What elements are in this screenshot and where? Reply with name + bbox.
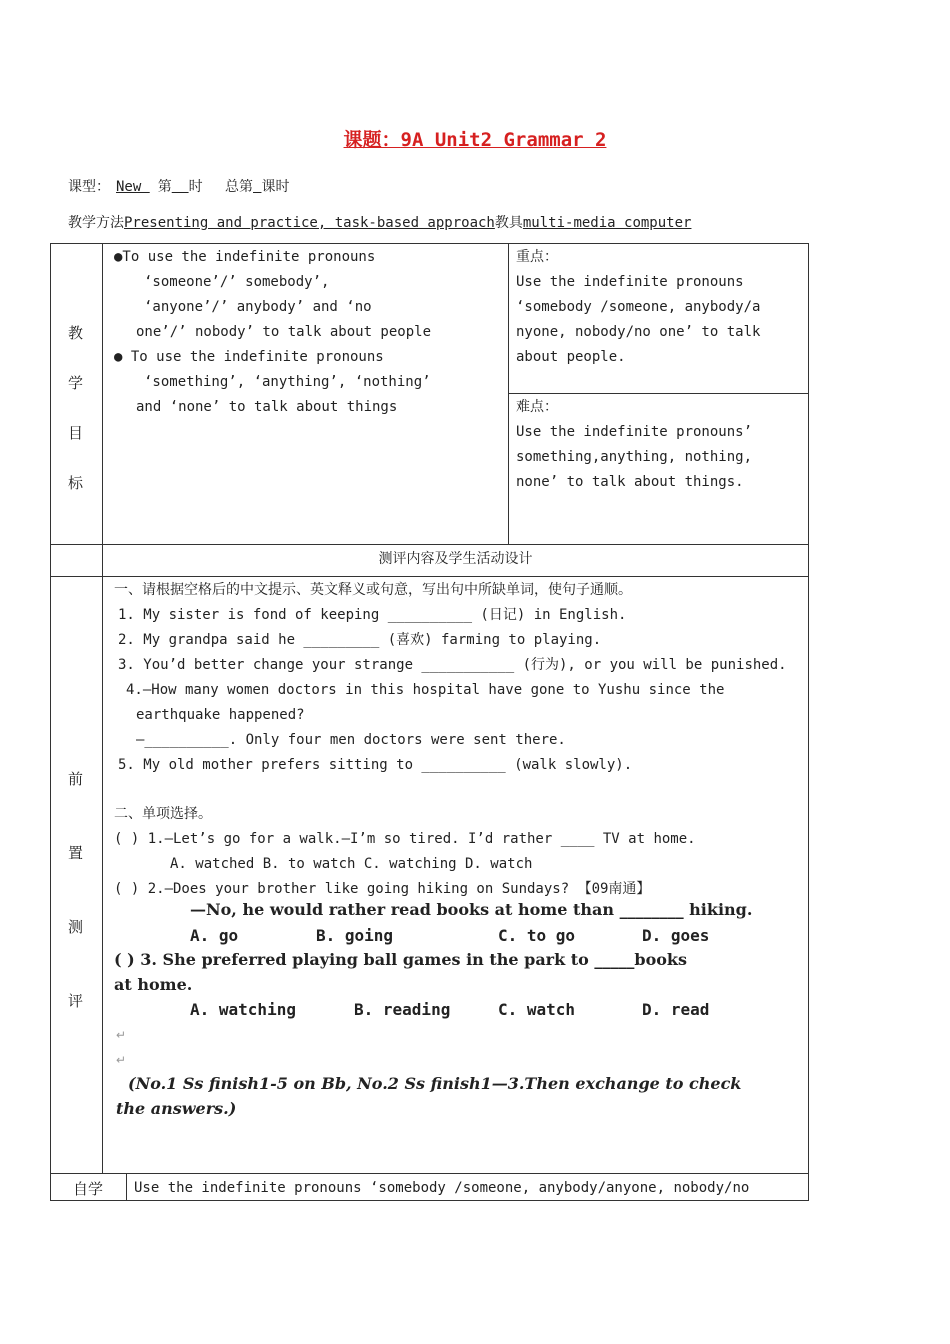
lesson-type-line <box>68 176 289 196</box>
objective-bullet-1: ●To use the indefinite pronouns ‘someone’/’ somebody’, ‘anyone’/’ anybody’ and ‘no one’/’ nobody’ to talk about people <box>114 249 432 340</box>
mc3-option-b: B. reading <box>354 1000 451 1019</box>
mc3-option-d: D. read <box>642 1000 710 1019</box>
part1-title: 一、请根据空格后的中文提示、英文释义或句意，写出句中所缺单词，使句子通顺。 <box>114 582 632 598</box>
objectives-side-label-3: 目 <box>68 424 84 442</box>
self-study-label: 自学 <box>72 1180 103 1198</box>
part2-title: 二、单项选择。 <box>114 806 212 822</box>
mc2-option-a: A. go <box>190 926 239 945</box>
section-header: 测评内容及学生活动设计 <box>378 551 533 567</box>
difficult-points: 难点： Use the indefinite pronouns’ something,anything, nothing, none’ to talk about things. <box>516 395 752 495</box>
preview-side-label-1: 前 <box>68 770 84 788</box>
preview-side-label-3: 测 <box>68 918 84 936</box>
mc-question-2: ( ) 2.—Does your brother like going hiking on Sundays? 【09南通】 <box>114 881 651 897</box>
mc2-option-c: C. to go <box>498 926 576 945</box>
question-5: 5. My old mother prefers sitting to __________ (walk slowly). <box>118 757 633 773</box>
total-suffix: 课时 <box>261 179 290 195</box>
method-label: 教学方法 <box>68 215 124 231</box>
preview-side-label-4: 评 <box>68 992 84 1010</box>
period-suffix: 时 <box>188 179 203 195</box>
mc2-option-d: D. goes <box>642 926 710 945</box>
mc-question-2-line2: —No, he would rather read books at home than ________ hiking. <box>190 900 753 919</box>
preview-side-label-2: 置 <box>68 844 84 862</box>
key-points: 重点： Use the indefinite pronouns ‘somebody /someone, anybody/a nyone, nobody/no one’ to talk about people. <box>516 245 760 370</box>
mc3-option-a: A. watching <box>190 1000 296 1019</box>
method-value: Presenting and practice, task-based approach <box>124 215 495 231</box>
paragraph-return-icon: ↵ <box>116 1028 127 1042</box>
total-label: 总第 <box>225 179 254 195</box>
tools-value: multi-media computer <box>522 215 692 231</box>
objectives-side-label-4: 标 <box>68 474 84 492</box>
objectives-side-label-1: 教 <box>68 324 84 342</box>
question-4c: —__________. Only four men doctors were sent there. <box>136 732 566 748</box>
mc-question-1: ( ) 1.—Let’s go for a walk.—I’m so tired. I’d rather ____ TV at home. <box>114 831 696 847</box>
mc3-option-c: C. watch <box>498 1000 576 1019</box>
type-label: 课型： <box>68 179 110 195</box>
type-value: New <box>116 179 150 195</box>
activity-note-line2: the answers.) <box>116 1099 237 1118</box>
tools-label: 教具 <box>494 215 523 231</box>
question-4a: 4.—How many women doctors in this hospital have gone to Yushu since the <box>126 682 725 698</box>
title-label: 课题： <box>343 129 401 151</box>
question-3: 3. You’d better change your strange ___________ (行为), or you will be punished. <box>118 657 787 673</box>
objective-bullet-2: ● To use the indefinite pronouns ‘something’, ‘anything’, ‘nothing’ and ‘none’ to talk about things <box>114 349 431 415</box>
page-title <box>0 125 950 152</box>
mc2-option-b: B. going <box>316 926 394 945</box>
question-1: 1. My sister is fond of keeping __________ (日记) in English. <box>118 607 627 623</box>
question-4b: earthquake happened? <box>136 707 305 723</box>
title-text: 9A Unit2 Grammar 2 <box>400 129 607 151</box>
mc-question-1-options: A. watched B. to watch C. watching D. watch <box>170 856 533 872</box>
mc-question-3: ( ) 3. She preferred playing ball games in the park to _____books <box>114 950 688 969</box>
objectives-side-label-2: 学 <box>68 374 84 392</box>
self-study-text: Use the indefinite pronouns ‘somebody /someone, anybody/anyone, nobody/no <box>134 1180 750 1196</box>
question-2: 2. My grandpa said he _________ (喜欢) farming to playing. <box>118 632 602 648</box>
period-blank <box>172 179 189 195</box>
mc-question-3-line2: at home. <box>114 975 193 994</box>
key-points-title: 重点： <box>516 249 558 265</box>
method-line <box>68 212 691 232</box>
activity-note-line1: (No.1 Ss finish1-5 on Bb, No.2 Ss finish1—3.Then exchange to check <box>128 1074 742 1093</box>
period-label: 第 <box>157 179 172 195</box>
paragraph-return-icon: ↵ <box>116 1053 127 1067</box>
difficult-points-title: 难点： <box>516 399 558 415</box>
